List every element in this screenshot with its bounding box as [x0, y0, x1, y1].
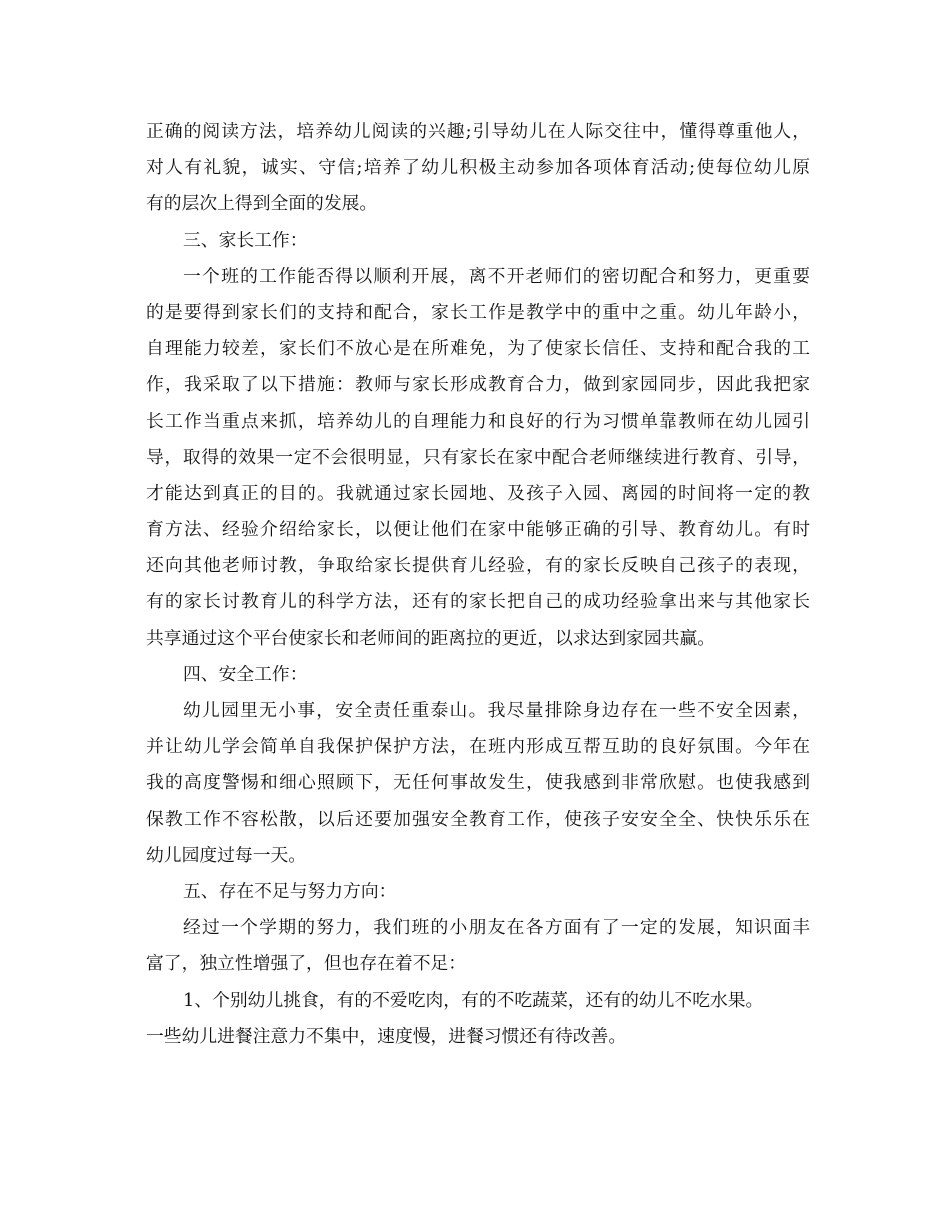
paragraph-line: 长工作当重点来抓，培养幼儿的自理能力和良好的行为习惯单靠教师在幼儿园引 [146, 410, 810, 432]
section-heading: 四、安全工作： [183, 663, 308, 685]
paragraph-line: 幼儿园度过每一天。 [146, 844, 307, 866]
paragraph-line: 并让幼儿学会简单自我保护保护方法，在班内形成互帮互助的良好氛围。今年在 [146, 736, 810, 758]
paragraph-line: 自理能力较差，家长们不放心是在所难免，为了使家长信任、支持和配合我的工 [146, 338, 810, 360]
paragraph-line: 一个班的工作能否得以顺利开展，离不开老师们的密切配合和努力，更重要 [183, 265, 810, 287]
paragraph-line: 共享通过这个平台使家长和老师间的距离拉的更近，以求达到家园共赢。 [146, 627, 716, 649]
list-item: 1、个别幼儿挑食，有的不爱吃肉，有的不吃蔬菜，还有的幼儿不吃水果。 [183, 989, 764, 1011]
paragraph-line: 育方法、经验介绍给家长，以便让他们在家中能够正确的引导、教育幼儿。有时 [146, 519, 810, 541]
document-body [146, 114, 810, 1055]
section-heading: 三、家长工作： [183, 229, 308, 251]
paragraph-line: 一些幼儿进餐注意力不集中，速度慢，进餐习惯还有待改善。 [146, 1025, 627, 1047]
paragraph-line: 我的高度警惕和细心照顾下，无任何事故发生，使我感到非常欣慰。也使我感到 [146, 772, 810, 794]
paragraph-line: 对人有礼貌，诚实、守信;培养了幼儿积极主动参加各项体育活动;使每位幼儿原 [146, 157, 810, 179]
paragraph-line: 有的家长讨教育儿的科学方法，还有的家长把自己的成功经验拿出来与其他家长 [146, 591, 810, 613]
paragraph-line: 幼儿园里无小事，安全责任重泰山。我尽量排除身边存在一些不安全因素， [183, 700, 810, 721]
paragraph-line: 富了，独立性增强了，但也存在着不足： [146, 953, 467, 975]
paragraph-line: 导，取得的效果一定不会很明显，只有家长在家中配合老师继续进行教育、引导， [146, 446, 810, 468]
paragraph-line: 才能达到真正的目的。我就通过家长园地、及孩子入园、离园的时间将一定的教 [146, 482, 810, 504]
paragraph-line: 还向其他老师讨教，争取给家长提供育儿经验，有的家长反映自己孩子的表现， [146, 555, 810, 577]
paragraph-line: 有的层次上得到全面的发展。 [146, 193, 378, 215]
paragraph-line: 作，我采取了以下措施：教师与家长形成教育合力，做到家园同步，因此我把家 [146, 374, 810, 396]
paragraph-line: 的是要得到家长们的支持和配合，家长工作是教学中的重中之重。幼儿年龄小， [146, 301, 810, 323]
paragraph-line: 经过一个学期的努力，我们班的小朋友在各方面有了一定的发展，知识面丰 [183, 917, 810, 939]
section-heading: 五、存在不足与努力方向： [183, 880, 397, 902]
paragraph-line: 保教工作不容松散，以后还要加强安全教育工作，使孩子安安全全、快快乐乐在 [146, 808, 810, 830]
paragraph-line: 正确的阅读方法，培养幼儿阅读的兴趣;引导幼儿在人际交往中，懂得尊重他人， [146, 121, 810, 142]
